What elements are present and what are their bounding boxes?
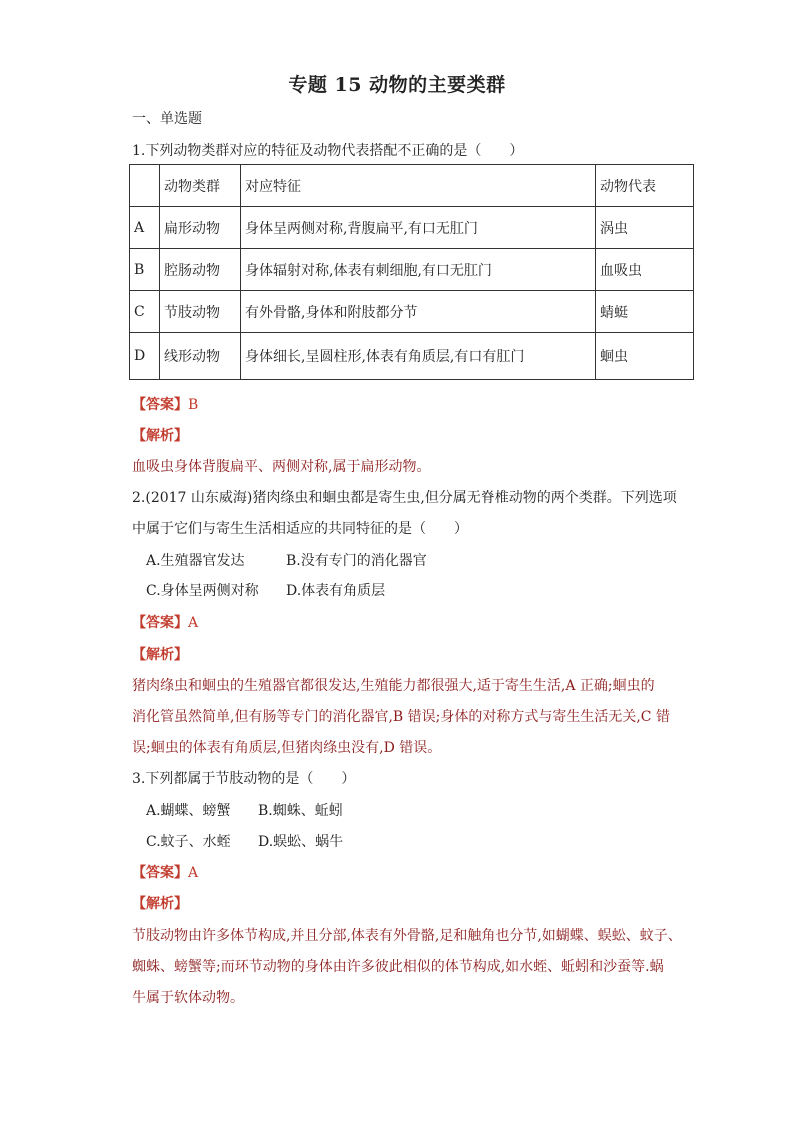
- table-cell: 腔肠动物: [160, 249, 241, 291]
- table-cell: 血吸虫: [596, 249, 694, 291]
- q3-option-d: D.蜈蚣、蜗牛: [258, 834, 344, 850]
- table-cell: 涡虫: [596, 207, 694, 249]
- q2-option-b: B.没有专门的消化器官: [286, 553, 427, 569]
- table-cell: 蛔虫: [596, 333, 694, 380]
- q3-analysis-line: 蜘蛛、螃蟹等;而环节动物的身体由许多彼此相似的体节构成,如水蛭、蚯蚓和沙蚕等.蜗: [132, 959, 664, 975]
- table-cell: 身体辐射对称,体表有刺细胞,有口无肛门: [241, 249, 596, 291]
- q1-table: [129, 164, 694, 380]
- table-row: [130, 333, 694, 380]
- table-cell: 有外骨骼,身体和附肢都分节: [241, 291, 596, 333]
- table-header-cell: 动物类群: [160, 165, 241, 207]
- answer-label: 【答案】: [132, 615, 188, 631]
- table-cell: 蜻蜓: [596, 291, 694, 333]
- q2-analysis-line: 消化管虽然简单,但有肠等专门的消化器官,B 错误;身体的对称方式与寄生生活无关,C 错: [132, 709, 670, 725]
- table-cell: 扁形动物: [160, 207, 241, 249]
- table-row: [130, 207, 694, 249]
- q2-answer: [132, 612, 198, 632]
- table-header-cell: [130, 165, 160, 207]
- page-title: 专题 15 动物的主要类群: [288, 74, 506, 96]
- q3-analysis-label: 【解析】: [132, 896, 188, 912]
- table-cell: 节肢动物: [160, 291, 241, 333]
- table-cell: C: [130, 291, 160, 333]
- table-cell: D: [130, 333, 160, 380]
- section-heading: 一、单选题: [132, 111, 202, 127]
- table-header-cell: 动物代表: [596, 165, 694, 207]
- q3-analysis-line: 节肢动物由许多体节构成,并且分部,体表有外骨骼,足和触角也分节,如蝴蝶、蜈蚣、蚊子、: [132, 928, 682, 944]
- q2-analysis-line: 猪肉绦虫和蛔虫的生殖器官都很发达,生殖能力都很强大,适于寄生生活,A 正确;蛔虫的: [132, 678, 655, 694]
- table-cell: 身体细长,呈圆柱形,体表有角质层,有口有肛门: [241, 333, 596, 380]
- table-cell: 线形动物: [160, 333, 241, 380]
- answer-value: A: [188, 615, 199, 631]
- q1-answer: [132, 394, 198, 414]
- q2-option-c: C.身体呈两侧对称: [146, 583, 259, 599]
- q2-stem-line: 2.(2017 山东威海)猪肉绦虫和蛔虫都是寄生虫,但分属无脊椎动物的两个类群。下列选项: [132, 490, 677, 506]
- answer-value: B: [188, 397, 199, 413]
- q1-stem: 1.下列动物类群对应的特征及动物代表搭配不正确的是（ ）: [132, 143, 524, 159]
- q1-analysis-label: 【解析】: [132, 428, 188, 444]
- q1-analysis-line: 血吸虫身体背腹扁平、两侧对称,属于扁形动物。: [132, 459, 431, 475]
- table-row: [130, 249, 694, 291]
- answer-value: A: [188, 865, 199, 881]
- table-cell: 身体呈两侧对称,背腹扁平,有口无肛门: [241, 207, 596, 249]
- q3-option-b: B.蜘蛛、蚯蚓: [258, 803, 343, 819]
- q2-stem-line: 中属于它们与寄生生活相适应的共同特征的是（ ）: [132, 521, 468, 537]
- q3-option-a: A.蝴蝶、螃蟹: [146, 803, 231, 819]
- q3-analysis-line: 牛属于软体动物。: [132, 990, 244, 1006]
- q2-analysis-line: 误;蛔虫的体表有角质层,但猪肉绦虫没有,D 错误。: [132, 740, 442, 756]
- answer-label: 【答案】: [132, 865, 188, 881]
- q2-analysis-label: 【解析】: [132, 647, 188, 663]
- q3-answer: [132, 862, 198, 882]
- table-row: [130, 291, 694, 333]
- q2-option-d: D.体表有角质层: [286, 583, 386, 599]
- q3-stem: 3.下列都属于节肢动物的是（ ）: [132, 771, 356, 787]
- table-cell: A: [130, 207, 160, 249]
- answer-label: 【答案】: [132, 397, 188, 413]
- table-header-row: [130, 165, 694, 207]
- table-header-cell: 对应特征: [241, 165, 596, 207]
- table-cell: B: [130, 249, 160, 291]
- q3-option-c: C.蚊子、水蛭: [146, 834, 231, 850]
- q2-option-a: A.生殖器官发达: [146, 553, 245, 569]
